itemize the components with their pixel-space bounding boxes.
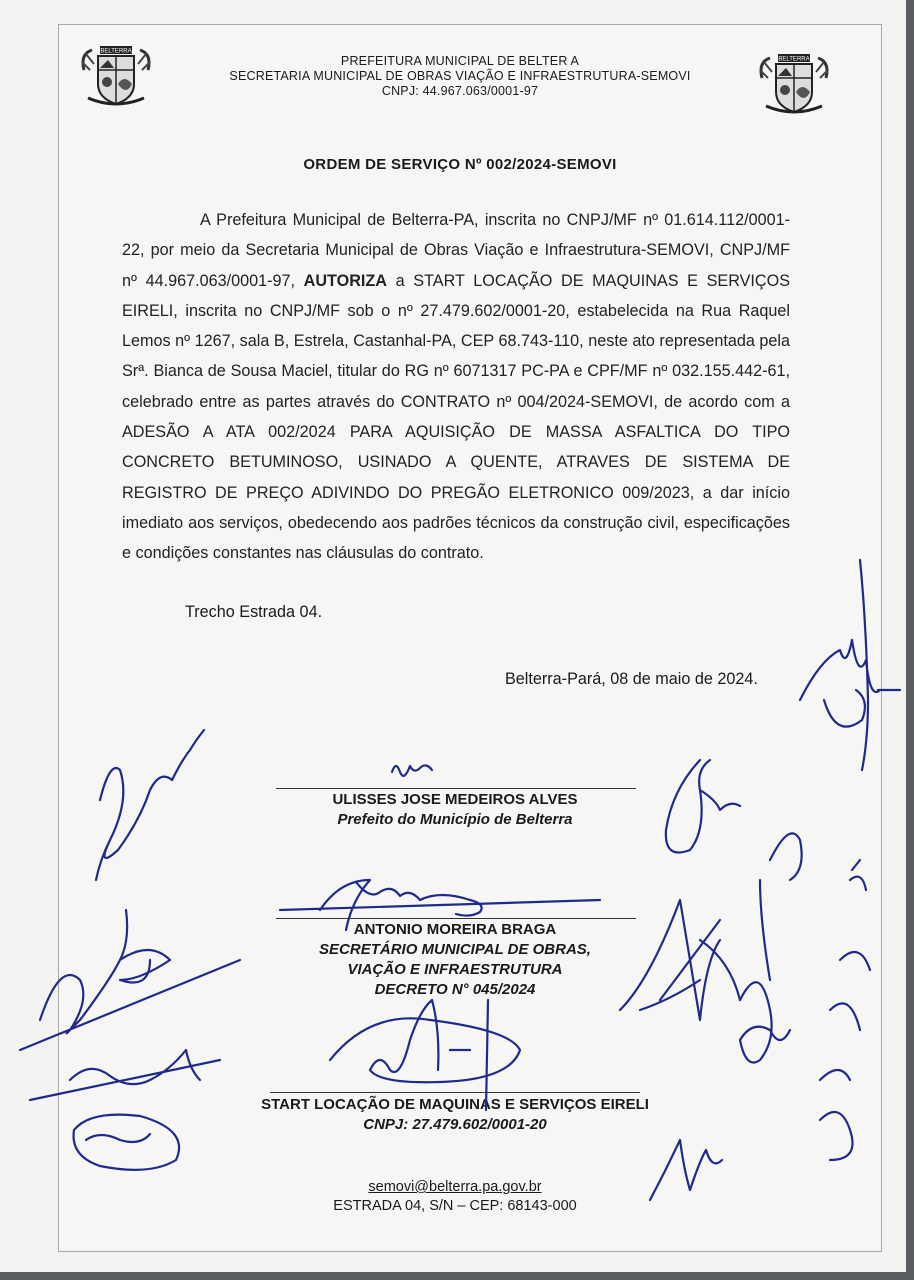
footer-email: semovi@belterra.pa.gov.br [368, 1179, 542, 1195]
signature-line-mayor [276, 788, 636, 789]
header-line-3: CNPJ: 44.967.063/0001-97 [381, 84, 539, 98]
body-text-part-1: A Prefeitura Municipal de Belterra-PA, inscrita no CNPJ/MF nº 01.614.112/0001-22, por meio da Secretaria Municipal de Obras Viação e Infraestrutura-SEMOVI, CNPJ/MF nº 44.967.063/0001-97, [122, 211, 790, 290]
body-paragraph [122, 205, 790, 569]
body-text-part-2: a START LOCAÇÃO DE MAQUINAS E SERVIÇOS EIRELI, inscrita no CNPJ/MF sob o nº 27.479.602/0001-20, estabelecida na Rua Raquel Lemos nº 1267, sala B, Estrela, Castanhal-PA, CEP 68.743-110, neste ato representada pela Srª. Bianca de Sousa Maciel, titular do RG nº 6071317 PC-PA e CPF/MF nº 032.155.442-61, celebrado entre as partes através do CONTRATO nº 004/2024-SEMOVI, de acordo com a ADESÃO A ATA 002/2024 PARA AQUISIÇÃO DE MASSA ASFALTICA DO TIPO CONCRETO BETUMINOSO, USINADO A QUENTE, ATRAVES DE SISTEMA DE REGISTRO DE PREÇO ADIVINDO DO PREGÃO ELETRONICO 009/2023, a dar início imediato aos serviços, obedecendo aos padrões técnicos da construção civil, especificações e condições constantes nas cláusulas do contrato. [122, 271, 790, 563]
svg-text:BELTERRA: BELTERRA [100, 48, 132, 55]
document-title: ORDEM DE SERVIÇO Nº 002/2024-SEMOVI [303, 156, 617, 173]
signatory-role: CNPJ: 27.479.602/0001-20 [363, 1116, 547, 1133]
authorizes-keyword: AUTORIZA [303, 271, 387, 290]
signatory-mayor [250, 790, 660, 830]
signatory-name: ANTONIO MOREIRA BRAGA [353, 921, 557, 938]
signatory-secretary [230, 920, 680, 1000]
signatory-role: Prefeito do Município de Belterra [337, 811, 573, 828]
signature-line-secretary [276, 918, 636, 919]
letterhead [150, 54, 770, 99]
date-line: Belterra-Pará, 08 de maio de 2024. [505, 670, 758, 688]
svg-text:BELTERRA: BELTERRA [778, 56, 810, 63]
header-line-1: PREFEITURA MUNICIPAL DE BELTER A [340, 54, 580, 68]
signatory-name: ULISSES JOSE MEDEIROS ALVES [332, 791, 578, 808]
header-line-2: SECRETARIA MUNICIPAL DE OBRAS VIAÇÃO E INFRAESTRUTURA-SEMOVI [229, 69, 691, 83]
signature-line-company [270, 1092, 640, 1093]
footer-address: ESTRADA 04, S/N – CEP: 68143-000 [333, 1198, 577, 1214]
signatory-role-line: DECRETO N° 045/2024 [374, 981, 536, 998]
signatory-role-line: VIAÇÃO E INFRAESTRUTURA [347, 961, 563, 978]
signatory-company [210, 1095, 700, 1135]
signatory-name: START LOCAÇÃO DE MAQUINAS E SERVIÇOS EIRELI [261, 1096, 649, 1113]
footer [250, 1178, 660, 1216]
municipal-crest-left [78, 40, 154, 110]
trecho-line: Trecho Estrada 04. [185, 603, 323, 621]
signatory-role-line: SECRETÁRIO MUNICIPAL DE OBRAS, [319, 941, 591, 958]
